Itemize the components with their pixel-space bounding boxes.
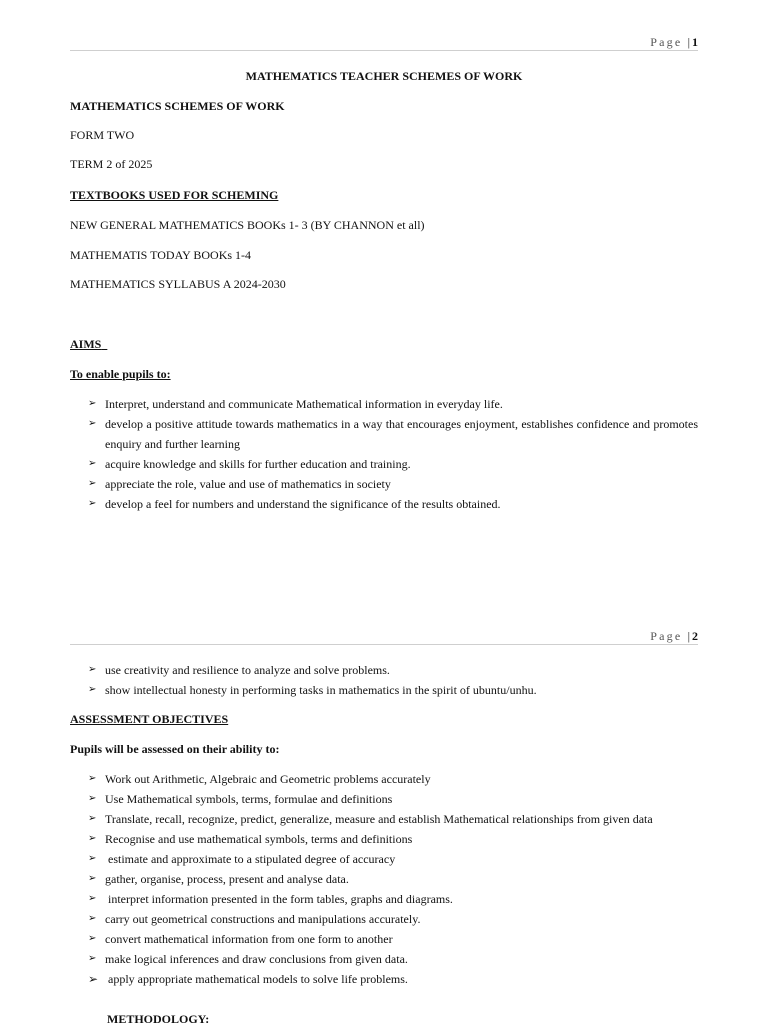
aims-continued-list — [88, 660, 698, 700]
textbook-item: MATHEMATICS SYLLABUS A 2024-2030 — [70, 277, 286, 291]
bullet-arrow-icon: ➢ — [88, 873, 97, 884]
bullet-arrow-icon: ➢ — [88, 893, 97, 904]
assessment-list — [88, 769, 698, 989]
form-label: FORM TWO — [70, 128, 135, 142]
textbooks-heading: TEXTBOOKS USED FOR SCHEMING — [70, 188, 279, 202]
bullet-arrow-icon: ➢ — [88, 833, 97, 844]
assessment-intro: Pupils will be assessed on their ability to: — [70, 742, 280, 756]
list-item: ➢ convert mathematical information from one form to another — [88, 929, 698, 949]
page-label: Page — [650, 35, 683, 49]
aims-heading: AIMS — [70, 337, 102, 351]
list-item: ➢ interpret information presented in the form tables, graphs and diagrams. — [88, 889, 698, 909]
page-separator: | — [687, 35, 690, 49]
list-item: ➢ Translate, recall, recognize, predict, generalize, measure and establish Mathematical relationships from given data — [88, 809, 698, 829]
page-number: 2 — [692, 629, 698, 643]
header-rule — [70, 644, 698, 645]
header-rule — [70, 50, 698, 51]
list-item: ➢ Recognise and use mathematical symbols, terms and definitions — [88, 829, 698, 849]
list-item: ➢ develop a positive attitude towards mathematics in a way that encourages enjoyment, establishes confidence and promotes enquiry and further learning — [88, 414, 698, 454]
page-number-header — [650, 629, 698, 644]
bullet-arrow-icon: ➢ — [88, 418, 97, 429]
textbook-item: NEW GENERAL MATHEMATICS BOOKs 1- 3 (BY CHANNON et all) — [70, 218, 425, 232]
list-item: ➢ Work out Arithmetic, Algebraic and Geometric problems accurately — [88, 769, 698, 789]
page-number: 1 — [692, 35, 698, 49]
list-item: ➢ apply appropriate mathematical models to solve life problems. — [88, 969, 698, 989]
methodology-heading: METHODOLOGY: — [107, 1012, 210, 1026]
list-item: ➢ make logical inferences and draw conclusions from given data. — [88, 949, 698, 969]
term-label: TERM 2 of 2025 — [70, 157, 153, 171]
textbook-item: MATHEMATIS TODAY BOOKs 1-4 — [70, 248, 252, 262]
bullet-arrow-icon: ➢ — [88, 933, 97, 944]
bullet-arrow-icon: ➢ — [88, 498, 97, 509]
bullet-arrow-icon: ➢ — [88, 793, 97, 804]
page-label: Page — [650, 629, 683, 643]
bullet-arrow-icon: ➢ — [88, 953, 97, 964]
list-item: ➢ develop a feel for numbers and understand the significance of the results obtained. — [88, 494, 698, 514]
bullet-arrow-icon: ➢ — [88, 813, 97, 824]
aims-list — [88, 394, 698, 514]
list-item: ➢ show intellectual honesty in performing tasks in mathematics in the spirit of ubuntu/unhu. — [88, 680, 698, 700]
document-subtitle: MATHEMATICS SCHEMES OF WORK — [70, 99, 285, 113]
list-item: ➢ appreciate the role, value and use of mathematics in society — [88, 474, 698, 494]
bullet-arrow-icon: ➢ — [88, 684, 97, 695]
list-item: ➢ carry out geometrical constructions and manipulations accurately. — [88, 909, 698, 929]
list-item: ➢ Interpret, understand and communicate Mathematical information in everyday life. — [88, 394, 698, 414]
assessment-heading: ASSESSMENT OBJECTIVES — [70, 712, 229, 726]
bullet-arrow-icon: ➢ — [88, 773, 97, 784]
page-separator: | — [687, 629, 690, 643]
list-item: ➢ Use Mathematical symbols, terms, formulae and definitions — [88, 789, 698, 809]
page-number-header — [650, 35, 698, 50]
bullet-arrow-icon: ➢ — [88, 458, 97, 469]
list-item: ➢ estimate and approximate to a stipulated degree of accuracy — [88, 849, 698, 869]
bullet-arrow-icon: ➢ — [88, 972, 99, 986]
list-item: ➢ acquire knowledge and skills for further education and training. — [88, 454, 698, 474]
bullet-arrow-icon: ➢ — [88, 398, 97, 409]
list-item: ➢ gather, organise, process, present and analyse data. — [88, 869, 698, 889]
bullet-arrow-icon: ➢ — [88, 853, 97, 864]
bullet-arrow-icon: ➢ — [88, 913, 97, 924]
bullet-arrow-icon: ➢ — [88, 664, 97, 675]
aims-intro: To enable pupils to: — [70, 367, 171, 381]
bullet-arrow-icon: ➢ — [88, 478, 97, 489]
list-item: ➢ use creativity and resilience to analyze and solve problems. — [88, 660, 698, 680]
document-title: MATHEMATICS TEACHER SCHEMES OF WORK — [245, 69, 523, 83]
